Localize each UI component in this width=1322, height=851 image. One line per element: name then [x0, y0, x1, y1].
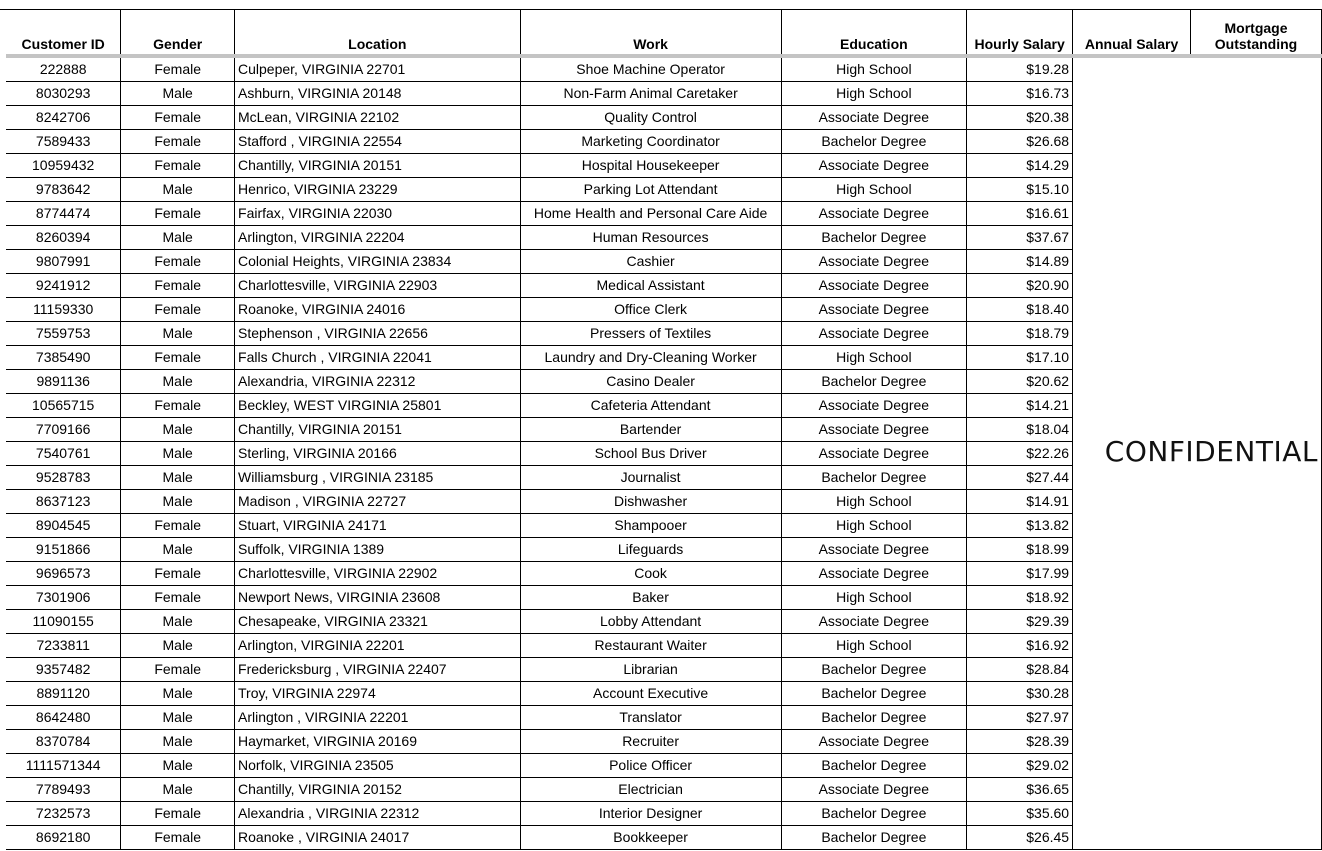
cell-customer-id[interactable]: 9151866 — [6, 538, 121, 562]
cell-customer-id[interactable]: 7232573 — [6, 802, 121, 826]
cell-education[interactable]: Associate Degree — [781, 106, 967, 130]
cell-work[interactable]: Human Resources — [520, 226, 781, 250]
cell-customer-id[interactable]: 222888 — [6, 56, 121, 82]
cell-customer-id[interactable]: 8370784 — [6, 730, 121, 754]
cell-hourly-salary[interactable]: $14.89 — [967, 250, 1073, 274]
cell-customer-id[interactable]: 8260394 — [6, 226, 121, 250]
cell-education[interactable]: Bachelor Degree — [781, 802, 967, 826]
cell-customer-id[interactable]: 9891136 — [6, 370, 121, 394]
cell-customer-id[interactable]: 8692180 — [6, 826, 121, 850]
cell-education[interactable]: High School — [781, 178, 967, 202]
cell-education[interactable]: Bachelor Degree — [781, 226, 967, 250]
cell-location[interactable]: Williamsburg , VIRGINIA 23185 — [235, 466, 521, 490]
cell-work[interactable]: Translator — [520, 706, 781, 730]
cell-location[interactable]: Alexandria, VIRGINIA 22312 — [235, 370, 521, 394]
cell-work[interactable]: Restaurant Waiter — [520, 634, 781, 658]
cell-work[interactable]: Cafeteria Attendant — [520, 394, 781, 418]
cell-hourly-salary[interactable]: $17.99 — [967, 562, 1073, 586]
cell-work[interactable]: Librarian — [520, 658, 781, 682]
cell-hourly-salary[interactable]: $14.29 — [967, 154, 1073, 178]
cell-hourly-salary[interactable]: $37.67 — [967, 226, 1073, 250]
header-mortgage-line2: Outstanding — [1214, 36, 1298, 52]
cell-hourly-salary[interactable]: $29.02 — [967, 754, 1073, 778]
cell-gender[interactable]: Female — [121, 346, 235, 370]
confidential-label: CONFIDENTIAL — [1104, 434, 1318, 468]
cell-hourly-salary[interactable]: $20.90 — [967, 274, 1073, 298]
table-body — [6, 56, 1322, 850]
cell-location[interactable]: Culpeper, VIRGINIA 22701 — [235, 56, 521, 82]
header-location[interactable]: Location — [235, 10, 521, 57]
cell-customer-id[interactable]: 10959432 — [6, 154, 121, 178]
cell-work[interactable]: Police Officer — [520, 754, 781, 778]
cell-work[interactable]: Marketing Coordinator — [520, 130, 781, 154]
cell-education[interactable]: Associate Degree — [781, 778, 967, 802]
cell-gender[interactable]: Female — [121, 154, 235, 178]
cell-education[interactable]: Associate Degree — [781, 394, 967, 418]
cell-hourly-salary[interactable]: $13.82 — [967, 514, 1073, 538]
header-gender[interactable]: Gender — [121, 10, 235, 57]
cell-hourly-salary[interactable]: $28.39 — [967, 730, 1073, 754]
cell-customer-id[interactable]: 9783642 — [6, 178, 121, 202]
cell-gender[interactable]: Female — [121, 56, 235, 82]
cell-education[interactable]: Associate Degree — [781, 274, 967, 298]
cell-customer-id[interactable]: 8242706 — [6, 106, 121, 130]
cell-customer-id[interactable]: 7709166 — [6, 418, 121, 442]
cell-customer-id[interactable]: 8642480 — [6, 706, 121, 730]
cell-gender[interactable]: Female — [121, 130, 235, 154]
cell-location[interactable]: Sterling, VIRGINIA 20166 — [235, 442, 521, 466]
cell-location[interactable]: Alexandria , VIRGINIA 22312 — [235, 802, 521, 826]
cell-education[interactable]: Associate Degree — [781, 730, 967, 754]
cell-gender[interactable]: Male — [121, 226, 235, 250]
cell-customer-id[interactable]: 7789493 — [6, 778, 121, 802]
cell-education[interactable]: Bachelor Degree — [781, 682, 967, 706]
cell-customer-id[interactable]: 8891120 — [6, 682, 121, 706]
cell-hourly-salary[interactable]: $26.68 — [967, 130, 1073, 154]
cell-hourly-salary[interactable]: $16.92 — [967, 634, 1073, 658]
cell-hourly-salary[interactable]: $22.26 — [967, 442, 1073, 466]
cell-education[interactable]: Bachelor Degree — [781, 658, 967, 682]
cell-customer-id[interactable]: 7559753 — [6, 322, 121, 346]
cell-education[interactable]: Associate Degree — [781, 298, 967, 322]
cell-work[interactable]: Casino Dealer — [520, 370, 781, 394]
cell-hourly-salary[interactable]: $19.28 — [967, 56, 1073, 82]
cell-gender[interactable]: Female — [121, 514, 235, 538]
cell-work[interactable]: Electrician — [520, 778, 781, 802]
header-customer-id[interactable]: Customer ID — [6, 10, 121, 57]
cell-gender[interactable]: Male — [121, 634, 235, 658]
cell-work[interactable]: Dishwasher — [520, 490, 781, 514]
cell-work[interactable]: Bookkeeper — [520, 826, 781, 850]
cell-gender[interactable]: Female — [121, 802, 235, 826]
cell-location[interactable]: Stafford , VIRGINIA 22554 — [235, 130, 521, 154]
cell-customer-id[interactable]: 7301906 — [6, 586, 121, 610]
confidential-overlay — [1073, 56, 1322, 850]
cell-location[interactable]: Chantilly, VIRGINIA 20151 — [235, 154, 521, 178]
cell-education[interactable]: High School — [781, 346, 967, 370]
cell-education[interactable]: High School — [781, 82, 967, 106]
cell-customer-id[interactable]: 9528783 — [6, 466, 121, 490]
cell-customer-id[interactable]: 1111571344 — [6, 754, 121, 778]
cell-location[interactable]: Stephenson , VIRGINIA 22656 — [235, 322, 521, 346]
cell-work[interactable]: Lifeguards — [520, 538, 781, 562]
cell-location[interactable]: Stuart, VIRGINIA 24171 — [235, 514, 521, 538]
cell-location[interactable]: Fairfax, VIRGINIA 22030 — [235, 202, 521, 226]
cell-location[interactable]: Suffolk, VIRGINIA 1389 — [235, 538, 521, 562]
cell-hourly-salary[interactable]: $28.84 — [967, 658, 1073, 682]
cell-gender[interactable]: Male — [121, 466, 235, 490]
cell-gender[interactable]: Female — [121, 658, 235, 682]
cell-education[interactable]: High School — [781, 56, 967, 82]
cell-work[interactable]: Parking Lot Attendant — [520, 178, 781, 202]
cell-customer-id[interactable]: 10565715 — [6, 394, 121, 418]
cell-work[interactable]: Pressers of Textiles — [520, 322, 781, 346]
cell-work[interactable]: Journalist — [520, 466, 781, 490]
cell-gender[interactable]: Male — [121, 706, 235, 730]
cell-customer-id[interactable]: 7589433 — [6, 130, 121, 154]
cell-location[interactable]: Arlington, VIRGINIA 22204 — [235, 226, 521, 250]
cell-education[interactable]: High School — [781, 490, 967, 514]
cell-gender[interactable]: Male — [121, 490, 235, 514]
cell-location[interactable]: Colonial Heights, VIRGINIA 23834 — [235, 250, 521, 274]
cell-education[interactable]: Associate Degree — [781, 250, 967, 274]
cell-education[interactable]: Associate Degree — [781, 202, 967, 226]
cell-location[interactable]: Ashburn, VIRGINIA 20148 — [235, 82, 521, 106]
cell-education[interactable]: Associate Degree — [781, 610, 967, 634]
header-row — [6, 10, 1322, 57]
cell-customer-id[interactable]: 9357482 — [6, 658, 121, 682]
cell-customer-id[interactable]: 7385490 — [6, 346, 121, 370]
cell-work[interactable]: Cook — [520, 562, 781, 586]
cell-customer-id[interactable]: 11159330 — [6, 298, 121, 322]
cell-hourly-salary[interactable]: $18.04 — [967, 418, 1073, 442]
cell-location[interactable]: Falls Church , VIRGINIA 22041 — [235, 346, 521, 370]
cell-education[interactable]: Associate Degree — [781, 322, 967, 346]
cell-education[interactable]: Bachelor Degree — [781, 370, 967, 394]
cell-hourly-salary[interactable]: $26.45 — [967, 826, 1073, 850]
cell-work[interactable]: Account Executive — [520, 682, 781, 706]
cell-work[interactable]: Recruiter — [520, 730, 781, 754]
cell-hourly-salary[interactable]: $16.73 — [967, 82, 1073, 106]
cell-gender[interactable]: Male — [121, 754, 235, 778]
cell-work[interactable]: Medical Assistant — [520, 274, 781, 298]
cell-work[interactable]: Lobby Attendant — [520, 610, 781, 634]
cell-hourly-salary[interactable]: $18.99 — [967, 538, 1073, 562]
cell-gender[interactable]: Male — [121, 610, 235, 634]
header-hourly-salary[interactable]: Hourly Salary — [967, 10, 1073, 57]
cell-gender[interactable]: Female — [121, 202, 235, 226]
cell-customer-id[interactable]: 11090155 — [6, 610, 121, 634]
customer-table — [6, 9, 1322, 850]
cell-location[interactable]: Chantilly, VIRGINIA 20151 — [235, 418, 521, 442]
cell-gender[interactable]: Male — [121, 682, 235, 706]
cell-education[interactable]: High School — [781, 586, 967, 610]
cell-education[interactable]: Bachelor Degree — [781, 130, 967, 154]
header-education[interactable]: Education — [781, 10, 967, 57]
cell-location[interactable]: Troy, VIRGINIA 22974 — [235, 682, 521, 706]
cell-education[interactable]: Bachelor Degree — [781, 754, 967, 778]
cell-customer-id[interactable]: 9696573 — [6, 562, 121, 586]
cell-gender[interactable]: Male — [121, 778, 235, 802]
cell-hourly-salary[interactable]: $18.40 — [967, 298, 1073, 322]
cell-hourly-salary[interactable]: $35.60 — [967, 802, 1073, 826]
cell-hourly-salary[interactable]: $18.92 — [967, 586, 1073, 610]
cell-location[interactable]: Madison , VIRGINIA 22727 — [235, 490, 521, 514]
cell-work[interactable]: School Bus Driver — [520, 442, 781, 466]
cell-location[interactable]: Arlington , VIRGINIA 22201 — [235, 706, 521, 730]
cell-location[interactable]: Beckley, WEST VIRGINIA 25801 — [235, 394, 521, 418]
cell-location[interactable]: Roanoke, VIRGINIA 24016 — [235, 298, 521, 322]
cell-gender[interactable]: Male — [121, 322, 235, 346]
cell-gender[interactable]: Male — [121, 178, 235, 202]
cell-gender[interactable]: Male — [121, 442, 235, 466]
cell-customer-id[interactable]: 8774474 — [6, 202, 121, 226]
cell-location[interactable]: Roanoke , VIRGINIA 24017 — [235, 826, 521, 850]
cell-education[interactable]: Bachelor Degree — [781, 466, 967, 490]
cell-location[interactable]: Charlottesville, VIRGINIA 22902 — [235, 562, 521, 586]
cell-work[interactable]: Quality Control — [520, 106, 781, 130]
cell-customer-id[interactable]: 9807991 — [6, 250, 121, 274]
cell-location[interactable]: Henrico, VIRGINIA 23229 — [235, 178, 521, 202]
cell-customer-id[interactable]: 8030293 — [6, 82, 121, 106]
cell-hourly-salary[interactable]: $15.10 — [967, 178, 1073, 202]
cell-hourly-salary[interactable]: $14.91 — [967, 490, 1073, 514]
cell-education[interactable]: Bachelor Degree — [781, 706, 967, 730]
cell-work[interactable]: Office Clerk — [520, 298, 781, 322]
cell-gender[interactable]: Female — [121, 826, 235, 850]
cell-work[interactable]: Laundry and Dry-Cleaning Worker — [520, 346, 781, 370]
cell-work[interactable]: Non-Farm Animal Caretaker — [520, 82, 781, 106]
header-mortgage-outstanding[interactable] — [1191, 10, 1322, 57]
cell-hourly-salary[interactable]: $17.10 — [967, 346, 1073, 370]
cell-hourly-salary[interactable]: $20.62 — [967, 370, 1073, 394]
cell-work[interactable]: Baker — [520, 586, 781, 610]
cell-education[interactable]: Associate Degree — [781, 154, 967, 178]
cell-location[interactable]: Haymarket, VIRGINIA 20169 — [235, 730, 521, 754]
cell-education[interactable]: Associate Degree — [781, 442, 967, 466]
cell-gender[interactable]: Male — [121, 538, 235, 562]
cell-hourly-salary[interactable]: $20.38 — [967, 106, 1073, 130]
cell-gender[interactable]: Female — [121, 562, 235, 586]
cell-gender[interactable]: Male — [121, 730, 235, 754]
cell-gender[interactable]: Female — [121, 394, 235, 418]
cell-gender[interactable]: Female — [121, 106, 235, 130]
table-row — [6, 56, 1322, 82]
cell-education[interactable]: High School — [781, 634, 967, 658]
cell-location[interactable]: Arlington, VIRGINIA 22201 — [235, 634, 521, 658]
cell-hourly-salary[interactable]: $30.28 — [967, 682, 1073, 706]
cell-gender[interactable]: Female — [121, 274, 235, 298]
cell-gender[interactable]: Female — [121, 586, 235, 610]
cell-hourly-salary[interactable]: $27.44 — [967, 466, 1073, 490]
cell-education[interactable]: Associate Degree — [781, 562, 967, 586]
cell-education[interactable]: Associate Degree — [781, 538, 967, 562]
cell-location[interactable]: Norfolk, VIRGINIA 23505 — [235, 754, 521, 778]
cell-hourly-salary[interactable]: $27.97 — [967, 706, 1073, 730]
cell-work[interactable]: Shoe Machine Operator — [520, 56, 781, 82]
cell-hourly-salary[interactable]: $29.39 — [967, 610, 1073, 634]
cell-work[interactable]: Shampooer — [520, 514, 781, 538]
cell-gender[interactable]: Male — [121, 418, 235, 442]
cell-gender[interactable]: Male — [121, 82, 235, 106]
cell-customer-id[interactable]: 7233811 — [6, 634, 121, 658]
cell-hourly-salary[interactable]: $14.21 — [967, 394, 1073, 418]
cell-gender[interactable]: Male — [121, 370, 235, 394]
cell-hourly-salary[interactable]: $36.65 — [967, 778, 1073, 802]
cell-work[interactable]: Home Health and Personal Care Aide — [520, 202, 781, 226]
header-annual-salary[interactable]: Annual Salary — [1073, 10, 1191, 57]
cell-location[interactable]: McLean, VIRGINIA 22102 — [235, 106, 521, 130]
cell-work[interactable]: Bartender — [520, 418, 781, 442]
cell-education[interactable]: Bachelor Degree — [781, 826, 967, 850]
cell-gender[interactable]: Female — [121, 298, 235, 322]
cell-location[interactable]: Chantilly, VIRGINIA 20152 — [235, 778, 521, 802]
header-mortgage-line1: Mortgage — [1224, 20, 1288, 36]
cell-customer-id[interactable]: 8904545 — [6, 514, 121, 538]
cell-location[interactable]: Charlottesville, VIRGINIA 22903 — [235, 274, 521, 298]
cell-education[interactable]: High School — [781, 514, 967, 538]
header-work[interactable]: Work — [520, 10, 781, 57]
cell-customer-id[interactable]: 7540761 — [6, 442, 121, 466]
cell-hourly-salary[interactable]: $18.79 — [967, 322, 1073, 346]
cell-location[interactable]: Chesapeake, VIRGINIA 23321 — [235, 610, 521, 634]
cell-customer-id[interactable]: 9241912 — [6, 274, 121, 298]
cell-customer-id[interactable]: 8637123 — [6, 490, 121, 514]
cell-work[interactable]: Cashier — [520, 250, 781, 274]
cell-education[interactable]: Associate Degree — [781, 418, 967, 442]
cell-gender[interactable]: Female — [121, 250, 235, 274]
cell-work[interactable]: Hospital Housekeeper — [520, 154, 781, 178]
cell-location[interactable]: Fredericksburg , VIRGINIA 22407 — [235, 658, 521, 682]
cell-hourly-salary[interactable]: $16.61 — [967, 202, 1073, 226]
cell-location[interactable]: Newport News, VIRGINIA 23608 — [235, 586, 521, 610]
cell-work[interactable]: Interior Designer — [520, 802, 781, 826]
